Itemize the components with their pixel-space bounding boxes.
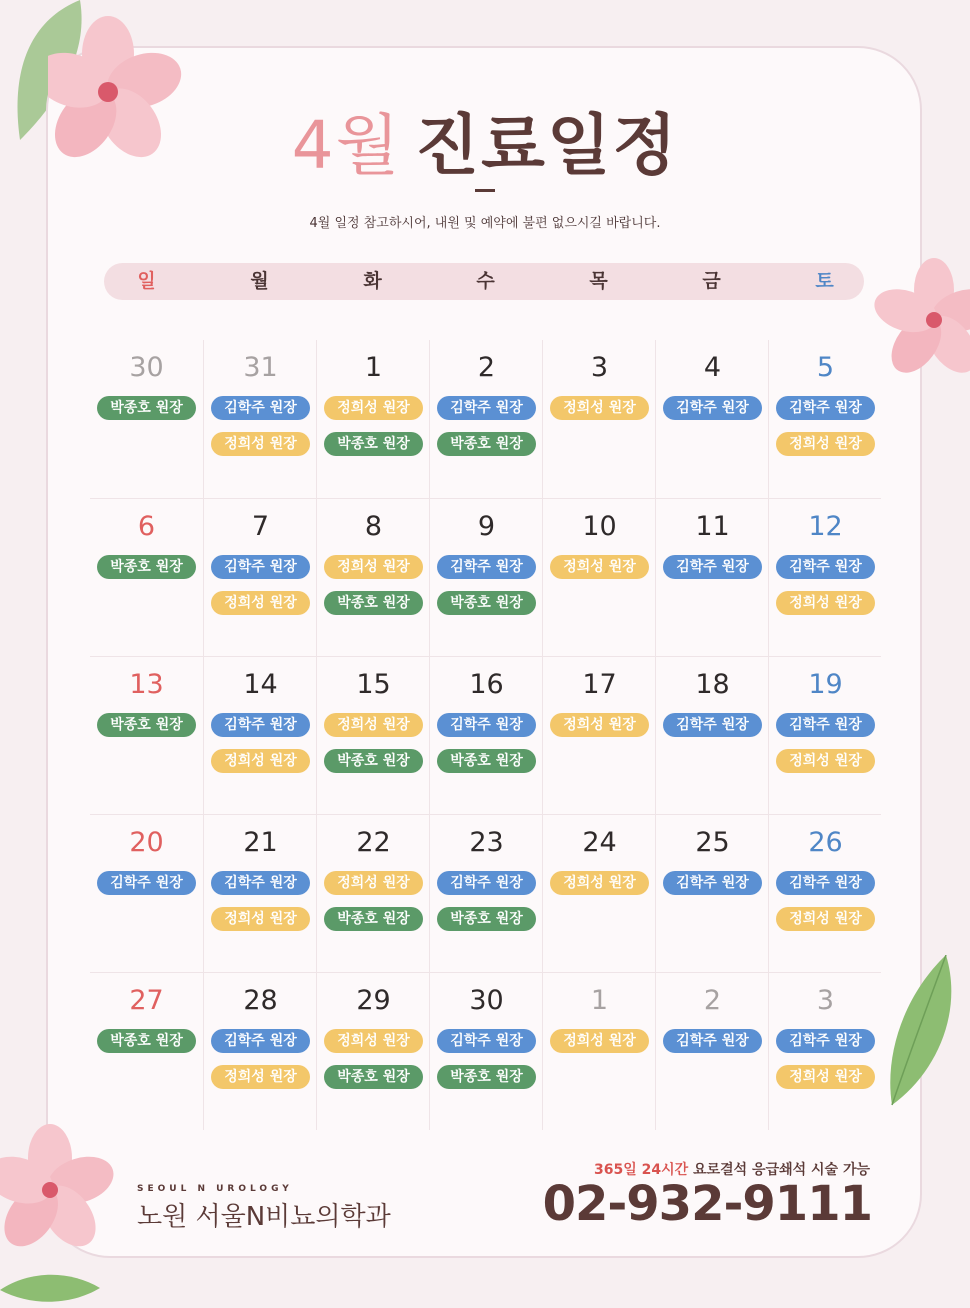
day-number: 2: [703, 985, 722, 1016]
day-number: 15: [356, 669, 391, 700]
calendar-day-cell: [90, 656, 203, 814]
day-number: 4: [703, 352, 722, 383]
doctor-badge: 박종호 원장: [437, 432, 536, 456]
doctor-badge: 정희성 원장: [324, 396, 423, 420]
calendar-day-cell: [768, 498, 881, 656]
doctor-badge: 정희성 원장: [324, 713, 423, 737]
cherry-blossom-bottom-left-icon: [0, 1120, 120, 1308]
doctor-badge: 정희성 원장: [776, 591, 875, 615]
page-title: [0, 92, 970, 187]
doctor-badge: 김학주 원장: [211, 555, 310, 579]
weekday-label: 화: [363, 270, 382, 292]
calendar-day-cell: [429, 972, 542, 1130]
doctor-badge: 김학주 원장: [437, 1029, 536, 1053]
day-number: 29: [356, 985, 391, 1016]
doctor-badge: 김학주 원장: [776, 871, 875, 895]
day-number: 12: [808, 511, 843, 542]
day-number: 8: [364, 511, 383, 542]
day-number: 13: [129, 669, 164, 700]
doctor-badge: 김학주 원장: [437, 871, 536, 895]
doctor-badge: 김학주 원장: [97, 871, 196, 895]
doctor-badge: 정희성 원장: [776, 432, 875, 456]
day-number: 6: [137, 511, 156, 542]
doctor-badge: 김학주 원장: [776, 713, 875, 737]
calendar-day-cell: [90, 814, 203, 972]
doctor-badge: 박종호 원장: [437, 591, 536, 615]
title-divider: [475, 189, 495, 192]
calendar-day-cell: [768, 814, 881, 972]
day-number: 22: [356, 827, 391, 858]
calendar-day-cell: [655, 340, 768, 498]
doctor-badge: 박종호 원장: [97, 396, 196, 420]
day-number: 3: [816, 985, 835, 1016]
doctor-badge: 정희성 원장: [776, 907, 875, 931]
clinic-logo-name: 노원 서울N비뇨의학과: [137, 1202, 391, 1232]
weekday-label: 일: [137, 270, 156, 292]
doctor-badge: 박종호 원장: [437, 1065, 536, 1089]
weekday-label: 목: [589, 270, 608, 292]
doctor-badge: 김학주 원장: [437, 555, 536, 579]
day-number: 2: [477, 352, 496, 383]
calendar-day-cell: [542, 498, 655, 656]
logo-subtitle: SEOUL N UROLOGY: [137, 1184, 293, 1194]
calendar-day-cell: [768, 972, 881, 1130]
day-number: 28: [243, 985, 278, 1016]
calendar-day-cell: [542, 972, 655, 1130]
doctor-badge: 김학주 원장: [776, 555, 875, 579]
calendar-day-cell: [542, 340, 655, 498]
calendar-day-cell: [203, 656, 316, 814]
calendar-day-cell: [768, 340, 881, 498]
calendar-day-cell: [316, 340, 429, 498]
day-number: 17: [582, 669, 617, 700]
calendar-day-cell: [429, 340, 542, 498]
day-number: 21: [243, 827, 278, 858]
calendar-day-cell: [655, 972, 768, 1130]
title-main: 진료일정: [415, 107, 679, 184]
calendar-day-cell: [429, 498, 542, 656]
day-number: 9: [477, 511, 496, 542]
calendar-day-cell: [203, 814, 316, 972]
day-number: 23: [469, 827, 504, 858]
doctor-badge: 정희성 원장: [211, 432, 310, 456]
doctor-badge: 김학주 원장: [437, 396, 536, 420]
doctor-badge: 정희성 원장: [324, 871, 423, 895]
calendar-day-cell: [203, 498, 316, 656]
doctor-badge: 박종호 원장: [324, 432, 423, 456]
doctor-badge: 박종호 원장: [324, 907, 423, 931]
doctor-badge: 정희성 원장: [211, 1065, 310, 1089]
doctor-badge: 김학주 원장: [437, 713, 536, 737]
doctor-badge: 박종호 원장: [97, 713, 196, 737]
day-number: 5: [816, 352, 835, 383]
doctor-badge: 정희성 원장: [550, 396, 649, 420]
day-number: 10: [582, 511, 617, 542]
doctor-badge: 박종호 원장: [324, 591, 423, 615]
day-number: 16: [469, 669, 504, 700]
day-number: 25: [695, 827, 730, 858]
doctor-badge: 정희성 원장: [211, 591, 310, 615]
day-number: 18: [695, 669, 730, 700]
doctor-badge: 정희성 원장: [550, 555, 649, 579]
doctor-badge: 김학주 원장: [663, 555, 762, 579]
day-number: 27: [129, 985, 164, 1016]
doctor-badge: 김학주 원장: [776, 396, 875, 420]
doctor-badge: 정희성 원장: [550, 713, 649, 737]
doctor-badge: 김학주 원장: [211, 713, 310, 737]
day-number: 1: [364, 352, 383, 383]
title-month: 4월: [291, 107, 402, 184]
weekday-label: 수: [476, 270, 495, 292]
green-leaf-right-icon: [884, 955, 964, 1110]
calendar-day-cell: [316, 498, 429, 656]
doctor-badge: 김학주 원장: [663, 713, 762, 737]
doctor-badge: 정희성 원장: [211, 907, 310, 931]
calendar-day-cell: [203, 340, 316, 498]
day-number: 26: [808, 827, 843, 858]
weekday-label: 토: [815, 270, 834, 292]
doctor-badge: 김학주 원장: [211, 1029, 310, 1053]
doctor-badge: 박종호 원장: [97, 1029, 196, 1053]
doctor-badge: 김학주 원장: [663, 1029, 762, 1053]
day-number: 20: [129, 827, 164, 858]
phone-number[interactable]: 02-932-9111: [542, 1176, 872, 1232]
calendar-day-cell: [316, 814, 429, 972]
doctor-badge: 정희성 원장: [211, 749, 310, 773]
doctor-badge: 정희성 원장: [776, 1065, 875, 1089]
doctor-badge: 박종호 원장: [324, 1065, 423, 1089]
day-number: 7: [251, 511, 270, 542]
doctor-badge: 김학주 원장: [211, 396, 310, 420]
day-number: 30: [129, 352, 164, 383]
doctor-badge: 김학주 원장: [663, 871, 762, 895]
doctor-badge: 김학주 원장: [663, 396, 762, 420]
doctor-badge: 박종호 원장: [437, 907, 536, 931]
doctor-badge: 김학주 원장: [211, 871, 310, 895]
day-number: 1: [590, 985, 609, 1016]
doctor-badge: 박종호 원장: [437, 749, 536, 773]
doctor-badge: 정희성 원장: [324, 1029, 423, 1053]
calendar-day-cell: [316, 656, 429, 814]
day-number: 30: [469, 985, 504, 1016]
calendar-day-cell: [90, 340, 203, 498]
weekday-label: 월: [250, 270, 269, 292]
doctor-badge: 박종호 원장: [324, 749, 423, 773]
calendar-day-cell: [768, 656, 881, 814]
page-subtitle: 4월 일정 참고하시어, 내원 및 예약에 불편 없으시길 바랍니다.: [309, 216, 661, 231]
doctor-badge: 정희성 원장: [550, 871, 649, 895]
notice-text: 요로결석 응급쇄석 시술 가능: [688, 1162, 870, 1178]
calendar-day-cell: [655, 498, 768, 656]
doctor-badge: 정희성 원장: [550, 1029, 649, 1053]
calendar-day-cell: [90, 972, 203, 1130]
day-number: 11: [695, 511, 730, 542]
day-number: 19: [808, 669, 843, 700]
calendar-day-cell: [542, 656, 655, 814]
weekday-header: [104, 263, 864, 300]
notice-highlight: 365일 24시간: [594, 1162, 689, 1178]
doctor-badge: 정희성 원장: [324, 555, 423, 579]
calendar-day-cell: [429, 656, 542, 814]
calendar-day-cell: [655, 814, 768, 972]
day-number: 31: [243, 352, 278, 383]
calendar-day-cell: [429, 814, 542, 972]
calendar-day-cell: [542, 814, 655, 972]
calendar-day-cell: [316, 972, 429, 1130]
day-number: 3: [590, 352, 609, 383]
doctor-badge: 김학주 원장: [776, 1029, 875, 1053]
doctor-badge: 정희성 원장: [776, 749, 875, 773]
day-number: 24: [582, 827, 617, 858]
weekday-label: 금: [702, 270, 721, 292]
day-number: 14: [243, 669, 278, 700]
doctor-badge: 박종호 원장: [97, 555, 196, 579]
calendar-day-cell: [655, 656, 768, 814]
calendar-day-cell: [90, 498, 203, 656]
calendar-day-cell: [203, 972, 316, 1130]
